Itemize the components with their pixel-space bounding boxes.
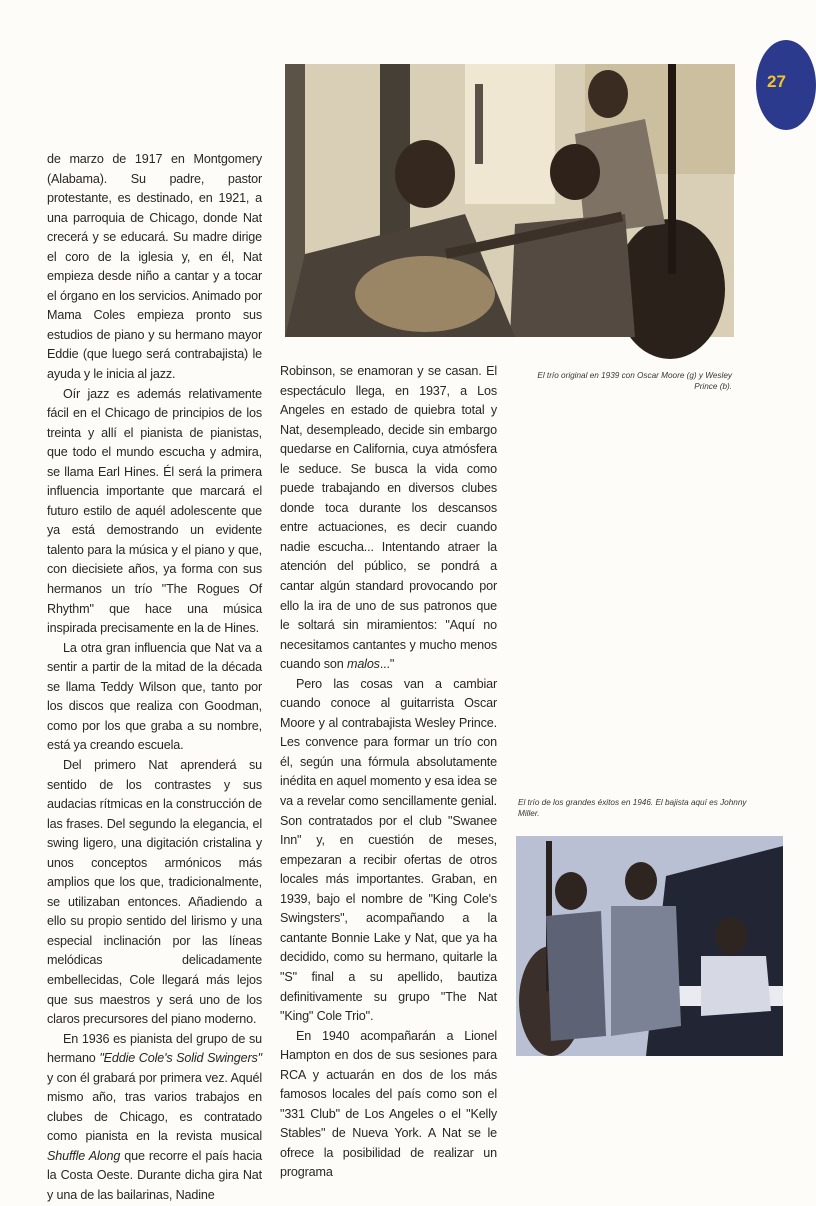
paragraph: La otra gran influencia que Nat va a sentir a partir de la mitad de la década se llama Teddy Wilson que, tanto por los discos que realiza con Goodman, como por los que graba a su nombre, está ya creando escuela. — [47, 640, 262, 753]
paragraph — [280, 362, 497, 675]
photo-original-trio-1939 — [285, 64, 734, 337]
text-run: En 1936 es pianista del grupo de su hermano — [47, 1031, 262, 1066]
text-column-left — [47, 150, 262, 1206]
text-run: ..." — [379, 657, 395, 672]
text-run: y con él grabará por primera vez. Aquél mismo año, tras varios trabajos en clubes de Chicago, es contratado como pianista en la revista musical — [47, 1070, 262, 1144]
photo-caption-1: El trío original en 1939 con Oscar Moore (g) y Wesley Prince (b). — [537, 371, 732, 391]
page-number: 27 — [767, 72, 786, 91]
text-column-right — [280, 362, 497, 1183]
paragraph: Pero las cosas van a cambiar cuando conoce al guitarrista Oscar Moore y al contrabajista Wesley Prince. Les convence para formar un trío con él, según una fórmula absolutamente inédita en aquel momento y esa idea se va a revelar como sencillamente genial. Son contratados por el club "Swanee Inn" y, en cuestión de meses, empezaran a recibir ofertas de otros locales más importantes. Graban, en 1939, bajo el nombre de "King Cole's Swingsters", acompañando a la cantante Bonnie Lake y Nat, que ya ha decidido, como su hermano, quitarle la "S" final a su apellido, bautiza definitivamente su grupo "The Nat "King" Cole Trio". — [280, 676, 497, 1024]
page-number-badge — [756, 40, 816, 130]
paragraph: Oír jazz es además relativamente fácil en el Chicago de principios de los treinta y allí el pianista de pianistas, que todo el mundo escucha y admira, se llama Earl Hines. Él será la primera influencia importante que marcará el futuro estilo de aquél adolescente que ya está demostrando un evidente talento para la música y el piano y que, con diecisiete años, ya forma con sus hermanos un trío "The Rogues Of Rhythm" que hace una música inspirada precisamente en la de Hines. — [47, 386, 262, 636]
italic-word: malos — [346, 657, 380, 672]
paragraph: Del primero Nat aprenderá su sentido de los contrastes y sus audacias rítmicas en la construcción de las frases. Del segundo la elegancia, el swing ligero, una digitación cristalina y unos conceptos armónicos más amplios que los que, tradicionalmente, se utilizaban entonces. Añadiendo a ello su propio sentido del lirismo y una especial inclinación por las líneas melódicas delicadamente embellecidas, Cole llegará más lejos que sus maestros y será uno de los claros precursores del piano moderno. — [47, 757, 262, 1027]
photo-trio-1946 — [516, 836, 783, 1056]
paragraph: de marzo de 1917 en Montgomery (Alabama). Su padre, pastor protestante, es destinado, en 1921, a una parroquia de Chicago, donde Nat crecerá y se educará. Su madre dirige el coro de la iglesia y, en él, Nat empieza desde niño a cantar y a tocar el órgano en los servicios. Animado por Mama Coles empieza pronto sus estudios de piano y su hermano mayor Eddie (que luego será contrabajista) le ayuda y le inicia al jazz. — [47, 152, 262, 382]
italic-band-name: "Eddie Cole's Solid Swingers" — [99, 1051, 262, 1066]
paragraph — [47, 1030, 262, 1206]
italic-show-title: Shuffle Along — [47, 1148, 121, 1163]
text-run: Robinson, se enamoran y se casan. El espectáculo llega, en 1937, a Los Angeles en estado de quiebra total y Nat, desempleado, decide sin embargo quedarse en California, cuya atmósfera le seduce. Se busca la vida como puede trabajando en diversos clubes donde toca durante los descansos entre actuaciones, es decir cuando nadie escucha... Intentando atraer la atención del público, se pondrá a cantar algún standard provocando por ello la ira de uno de sus patronos que le soltará sin miramientos: "Aquí no necesitamos cantantes y mucho menos cuando son — [280, 364, 497, 672]
photo-caption-2: El trío de los grandes éxitos en 1946. El bajista aquí es Johnny Miller. — [518, 798, 747, 818]
text-run: que recorre el país hacia la Costa Oeste. Durante dicha gira Nat y una de las bailarinas, Nadine — [47, 1148, 262, 1202]
paragraph: En 1940 acompañarán a Lionel Hampton en dos de sus sesiones para RCA y actuarán en dos de los más famosos locales del país como son el "331 Club" de Los Angeles o el "Kelly Stables" de Nueva York. A Nat se le ofrece la posibilidad de realizar un programa — [280, 1028, 497, 1180]
